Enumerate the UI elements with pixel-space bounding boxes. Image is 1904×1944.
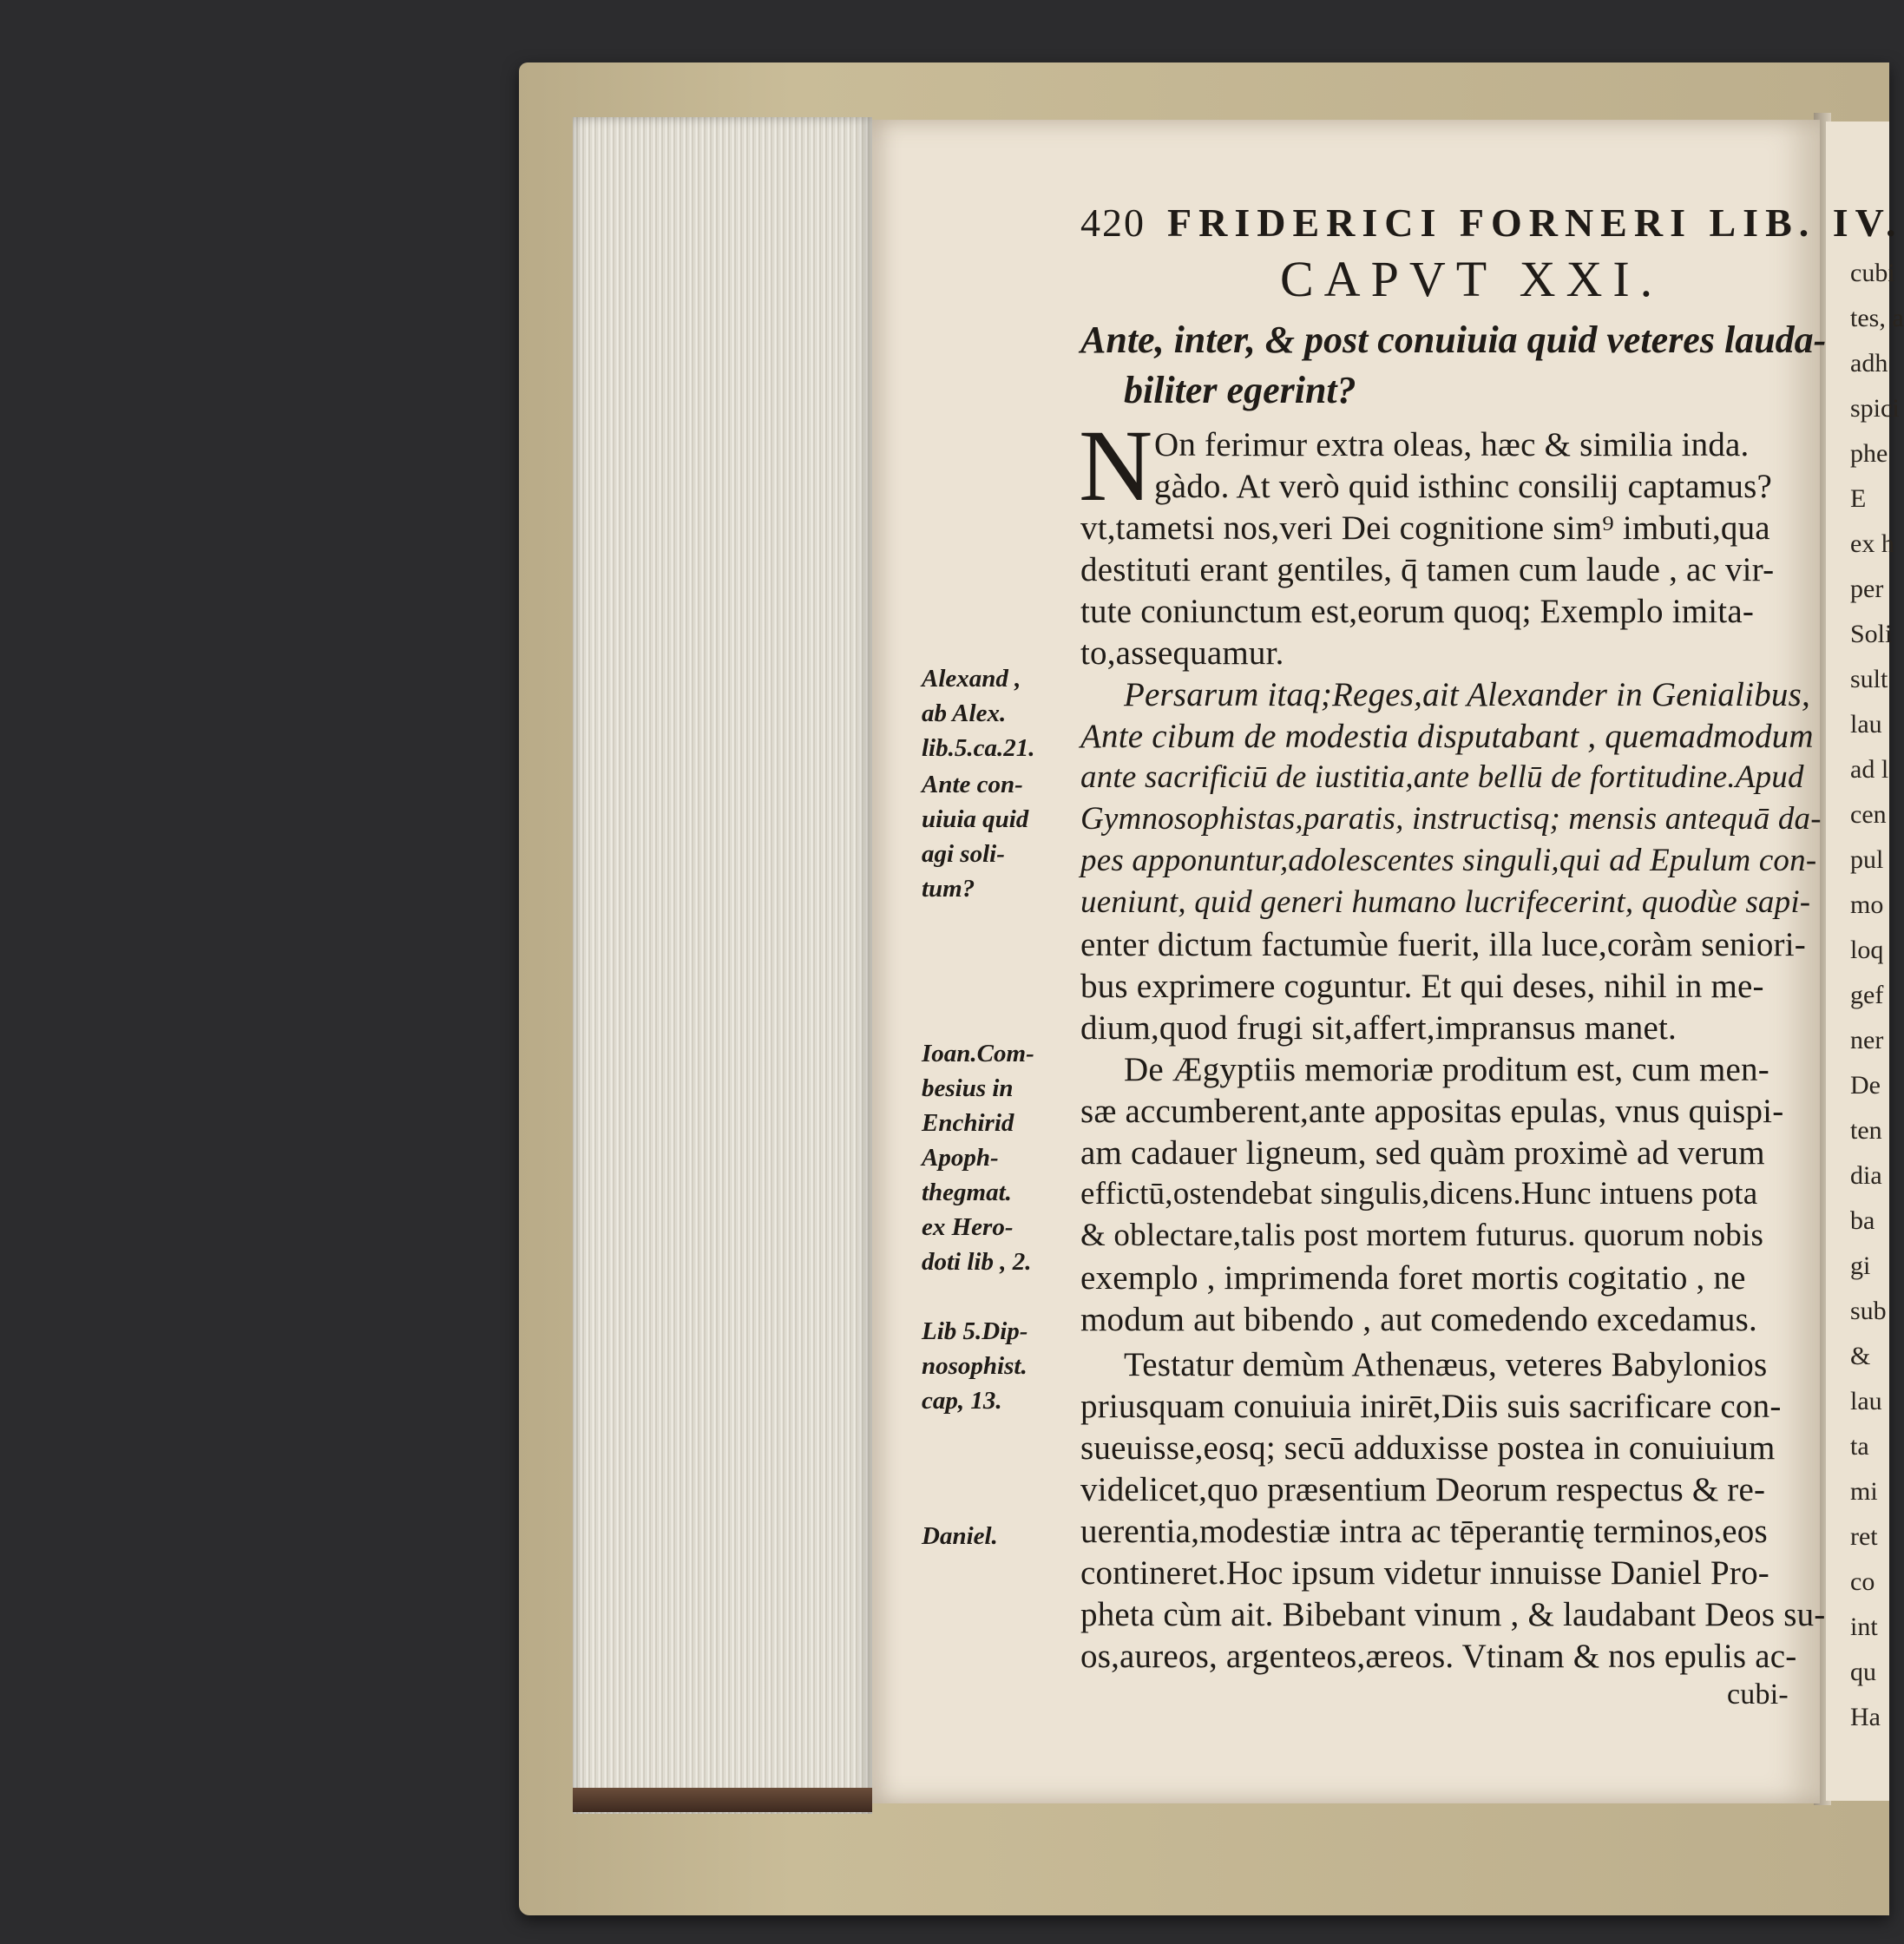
marginal-note: thegmat. <box>922 1179 1012 1206</box>
marginal-note: ex Hero- <box>922 1213 1014 1241</box>
body-line: enter dictum factumùe fuerit, illa luce,coràm seniori- <box>1080 926 1806 963</box>
body-line: tute coniunctum est,eorum quoq; Exemplo imita- <box>1080 593 1755 630</box>
body-line: destituti erant gentiles, q̄ tamen cum laude , ac vir- <box>1080 551 1775 588</box>
marginal-note: Apoph- <box>922 1144 999 1172</box>
marginal-note: nosophist. <box>922 1352 1028 1380</box>
marginal-note: Enchirid <box>922 1109 1014 1137</box>
facing-page-fragment: mo <box>1850 890 1884 919</box>
body-line: exemplo , imprimenda foret mortis cogitatio , ne <box>1080 1259 1746 1297</box>
body-line: Gymnosophistas,paratis, instructisq; mensis antequā da- <box>1080 801 1822 837</box>
body-line: to,assequamur. <box>1080 634 1284 672</box>
page-edges-bottom <box>573 1788 872 1812</box>
facing-page-fragment: De <box>1850 1071 1881 1100</box>
body-line: ante sacrificiū de iustitia,ante bellū de fortitudine.Apud <box>1080 759 1804 795</box>
facing-page-fragment: gef <box>1850 981 1884 1009</box>
facing-page-fragment: ba <box>1850 1206 1875 1235</box>
marginal-note: Lib 5.Dip- <box>922 1317 1028 1345</box>
marginal-note: besius in <box>922 1074 1014 1102</box>
facing-page-fragment: ret <box>1850 1522 1878 1551</box>
marginal-note: tum? <box>922 875 975 903</box>
body-line: modum aut bibendo , aut comedendo excedamus. <box>1080 1301 1757 1338</box>
facing-page-fragment: ex h <box>1850 529 1894 558</box>
facing-page-fragment: per <box>1850 575 1884 603</box>
chapter-question-line: Ante, inter, & post conuiuia quid veteres lauda- <box>1080 319 1827 361</box>
facing-page-fragment: gi <box>1850 1251 1871 1280</box>
facing-page-fragment: pul <box>1850 845 1884 874</box>
body-line: effictū,ostendebat singulis,dicens.Hunc intuens pota <box>1080 1176 1758 1212</box>
marginal-note: Daniel. <box>922 1522 998 1550</box>
marginal-note: cap, 13. <box>922 1387 1002 1415</box>
body-line: & oblectare,talis post mortem futurus. quorum nobis <box>1080 1218 1764 1253</box>
chapter-question-line: biliter egerint? <box>1124 369 1356 411</box>
catchword: cubi- <box>1727 1678 1789 1711</box>
marginal-note: doti lib , 2. <box>922 1248 1032 1276</box>
body-line: sueuisse,eosq; secū adduxisse postea in conuiuium <box>1080 1429 1776 1467</box>
body-line: sæ accumberent,ante appositas epulas, vnus quispi- <box>1080 1093 1784 1130</box>
facing-page-fragment: loq <box>1850 936 1884 964</box>
facing-page-fragment: lau <box>1850 1387 1882 1415</box>
facing-page-fragment: ad l <box>1850 755 1889 784</box>
facing-page-fragment: ten <box>1850 1116 1882 1145</box>
facing-page-fragment: cen <box>1850 800 1887 829</box>
facing-page-fragment: adh <box>1850 349 1888 378</box>
marginal-note: uiuia quid <box>922 805 1029 833</box>
body-line: uerentia,modestiæ intra ac tēperantię terminos,eos <box>1080 1513 1768 1550</box>
facing-page-fragment: qu <box>1850 1658 1876 1686</box>
marginal-note: ab Alex. <box>922 699 1007 727</box>
body-line: Persarum itaq;Reges,ait Alexander in Genialibus, <box>1124 676 1810 713</box>
body-line: pes apponuntur,adolescentes singuli,qui ad Epulum con- <box>1080 843 1817 878</box>
body-line: priusquam conuiuia inirēt,Diis suis sacrificare con- <box>1080 1388 1782 1425</box>
facing-page-fragment: sult <box>1850 665 1888 693</box>
body-line: am cadauer ligneum, sed quàm proximè ad verum <box>1080 1134 1765 1172</box>
facing-page-fragment: ta <box>1850 1432 1869 1461</box>
facing-page-fragment: cubi <box>1850 259 1895 287</box>
marginal-note: Ante con- <box>922 771 1023 798</box>
running-title: FRIDERICI FORNERI LIB. IV. <box>1167 200 1903 245</box>
facing-page-fragment: int <box>1850 1612 1878 1641</box>
body-line: contineret.Hoc ipsum videtur innuisse Daniel Pro- <box>1080 1554 1769 1592</box>
body-line: gàdo. At verò quid isthinc consilij captamus? <box>1154 468 1772 505</box>
body-line: Testatur demùm Athenæus, veteres Babylonios <box>1124 1346 1768 1383</box>
body-line: On ferimur extra oleas, hæc & similia inda. <box>1154 426 1750 463</box>
facing-page-fragment: dia <box>1850 1161 1882 1190</box>
facing-page-fragment: & <box>1850 1342 1871 1370</box>
facing-page-fragment: Soli <box>1850 620 1893 648</box>
body-line: Ante cibum de modestia disputabant , quemadmodum <box>1080 718 1814 755</box>
body-line: vt,tametsi nos,veri Dei cognitione sim⁹ imbuti,qua <box>1080 509 1770 547</box>
body-line: ueniunt, quid generi humano lucrifecerint, quodùe sapi- <box>1080 884 1811 920</box>
facing-page <box>1826 122 1904 1801</box>
facing-page-fragment: phe <box>1850 439 1888 468</box>
body-line: De Ægyptiis memoriæ proditum est, cum men- <box>1124 1051 1769 1088</box>
body-line: videlicet,quo præsentium Deorum respectus & re- <box>1080 1471 1766 1508</box>
facing-page-fragment: ner <box>1850 1026 1884 1054</box>
page-edges <box>573 117 872 1814</box>
marginal-note: agi soli- <box>922 840 1005 868</box>
facing-page-fragment: tes, a <box>1850 304 1904 332</box>
body-line: dium,quod frugi sit,affert,impransus manet. <box>1080 1009 1677 1047</box>
drop-cap: N <box>1079 409 1153 522</box>
body-line: bus exprimere coguntur. Et qui deses, nihil in me- <box>1080 968 1764 1005</box>
body-line: pheta cùm ait. Bibebant vinum , & laudabant Deos su- <box>1080 1596 1826 1633</box>
body-line: os,aureos, argenteos,æreos. Vtinam & nos epulis ac- <box>1080 1638 1797 1675</box>
marginal-note: Ioan.Com- <box>922 1040 1034 1067</box>
facing-page-fragment: lau <box>1850 710 1882 739</box>
marginal-note: Alexand , <box>922 665 1021 693</box>
facing-page-fragment: Ha <box>1850 1703 1881 1731</box>
facing-page-fragment: co <box>1850 1567 1875 1596</box>
facing-page-fragment: mi <box>1850 1477 1878 1506</box>
marginal-note: lib.5.ca.21. <box>922 734 1035 762</box>
page-number: 420 <box>1080 200 1146 245</box>
facing-page-fragment: spici <box>1850 394 1900 423</box>
chapter-heading: CAPVT XXI. <box>1280 251 1664 307</box>
facing-page-fragment: E <box>1850 484 1867 513</box>
facing-page-fragment: sub <box>1850 1297 1887 1325</box>
